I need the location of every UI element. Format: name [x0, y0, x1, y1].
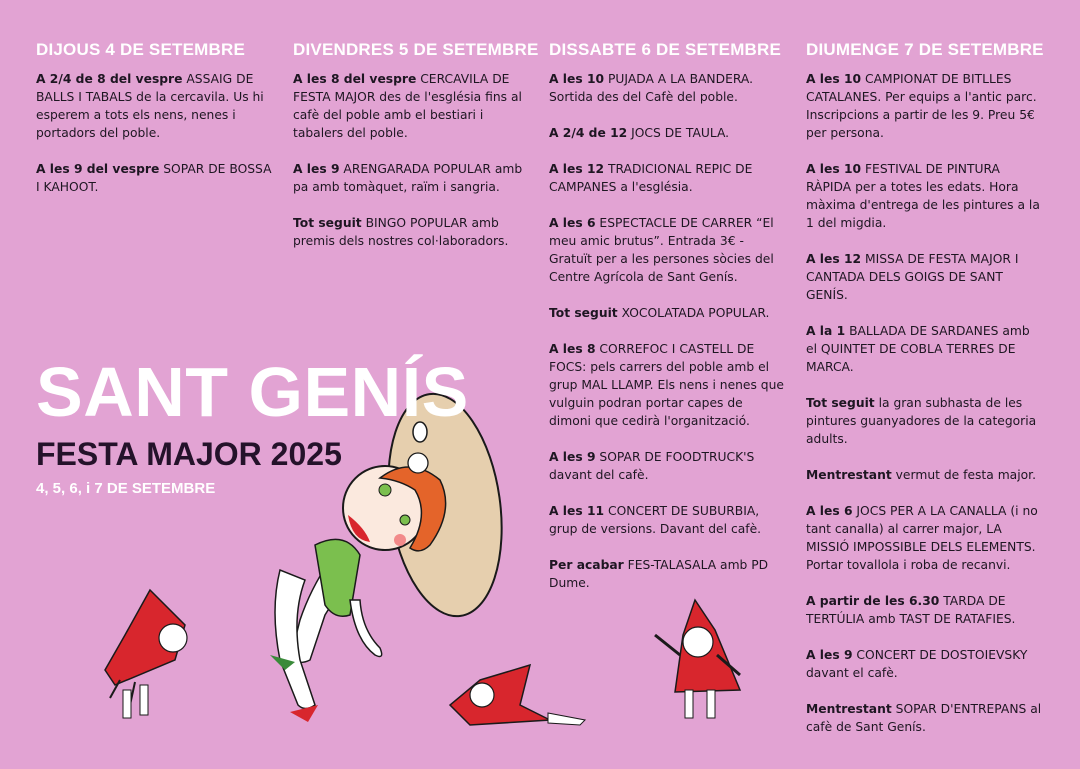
event-item: A les 10 PUJADA A LA BANDERA. Sortida des del Cafè del poble. [549, 72, 754, 104]
event-item: A partir de les 6.30 TARDA DE TERTÚLIA amb TAST DE RATAFIES. [806, 594, 1016, 626]
day-heading: DIUMENGE 7 DE SETEMBRE [806, 40, 1044, 59]
event-item: Per acabar FES-TALASALA amb PD Dume. [549, 558, 769, 590]
event-item: A les 12 MISSA DE FESTA MAJOR I CANTADA DELS GOIGS DE SANT GENÍS. [806, 252, 1019, 302]
devil-child-left [105, 590, 187, 718]
day-heading: DIVENDRES 5 DE SETEMBRE [293, 40, 539, 59]
day-column-friday [293, 40, 539, 268]
event-item: A la 1 BALLADA DE SARDANES amb el QUINTET DE COBLA TERRES DE MARCA. [806, 324, 1030, 374]
poster-dates: 4, 5, 6, i 7 DE SETEMBRE [36, 480, 216, 497]
event-item: Tot seguit la gran subhasta de les pintures guanyadores de la categoria adults. [806, 396, 1037, 446]
event-item: A les 8 CORREFOC I CASTELL DE FOCS: pels carrers del poble amb el grup MAL LLAMP. Els nens i nenes que vulguin podran portar capes de dimoni que cedirà l'organització. [549, 342, 784, 428]
event-item: A les 10 CAMPIONAT DE BITLLES CATALANES. Per equips a l'antic parc. Inscripcions a partir de les 9. Preu 5€ per persona. [806, 72, 1037, 140]
event-item: Tot seguit BINGO POPULAR amb premis dels nostres col·laboradors. [293, 216, 509, 248]
event-item: A les 9 ARENGARADA POPULAR amb pa amb tomàquet, raïm i sangria. [293, 162, 523, 194]
day-column-thursday [36, 40, 274, 214]
event-item: Mentrestant SOPAR D'ENTREPANS al cafè de Sant Genís. [806, 702, 1042, 734]
poster-subtitle: FESTA MAJOR 2025 [36, 436, 342, 472]
day-column-sunday [806, 40, 1044, 754]
event-item: Mentrestant vermut de festa major. [806, 468, 1036, 482]
event-item: A 2/4 de 12 JOCS DE TAULA. [549, 126, 730, 140]
event-item: A les 12 TRADICIONAL REPIC DE CAMPANES a l'església. [549, 162, 753, 194]
event-item: A les 6 JOCS PER A LA CANALLA (i no tant canalla) al carrer major, LA MISSIÓ IMPOSSIBLE DELS ELEMENTS. Portar tovallola i roba de recanvi. [806, 504, 1038, 572]
event-item: A les 9 CONCERT DE DOSTOIEVSKY davant el cafè. [806, 648, 1028, 680]
devil-child-right [655, 600, 740, 718]
event-item: A les 10 FESTIVAL DE PINTURA RÀPIDA per a totes les edats. Hora màxima d'entrega de les pintures a la 1 del migdia. [806, 162, 1040, 230]
event-item: A les 9 del vespre SOPAR DE BOSSA I KAHOOT. [36, 162, 272, 194]
day-column-saturday [549, 40, 787, 610]
day-heading: DIJOUS 4 DE SETEMBRE [36, 40, 245, 59]
event-item: A les 8 del vespre CERCAVILA DE FESTA MAJOR des de l'església fins al cafè del poble amb el bestiari i tabalers del poble. [293, 72, 522, 140]
day-heading: DISSABTE 6 DE SETEMBRE [549, 40, 782, 59]
event-item: A les 9 SOPAR DE FOODTRUCK'S davant del cafè. [549, 450, 755, 482]
event-item: A les 6 ESPECTACLE DE CARRER “El meu amic brutus”. Entrada 3€ - Gratuït per a les persones sòcies del Centre Agrícola de Sant Genís. [549, 216, 774, 284]
event-item: A 2/4 de 8 del vespre ASSAIG DE BALLS I TABALS de la cercavila. Us hi esperem a tots els nens, nenes i portadors del poble. [36, 72, 264, 140]
event-item: Tot seguit XOCOLATADA POPULAR. [549, 306, 770, 320]
event-item: A les 11 CONCERT DE SUBURBIA, grup de versions. Davant del cafè. [549, 504, 762, 536]
devil-child-lying [450, 665, 585, 725]
poster-title: SANT GENÍS [36, 353, 469, 431]
